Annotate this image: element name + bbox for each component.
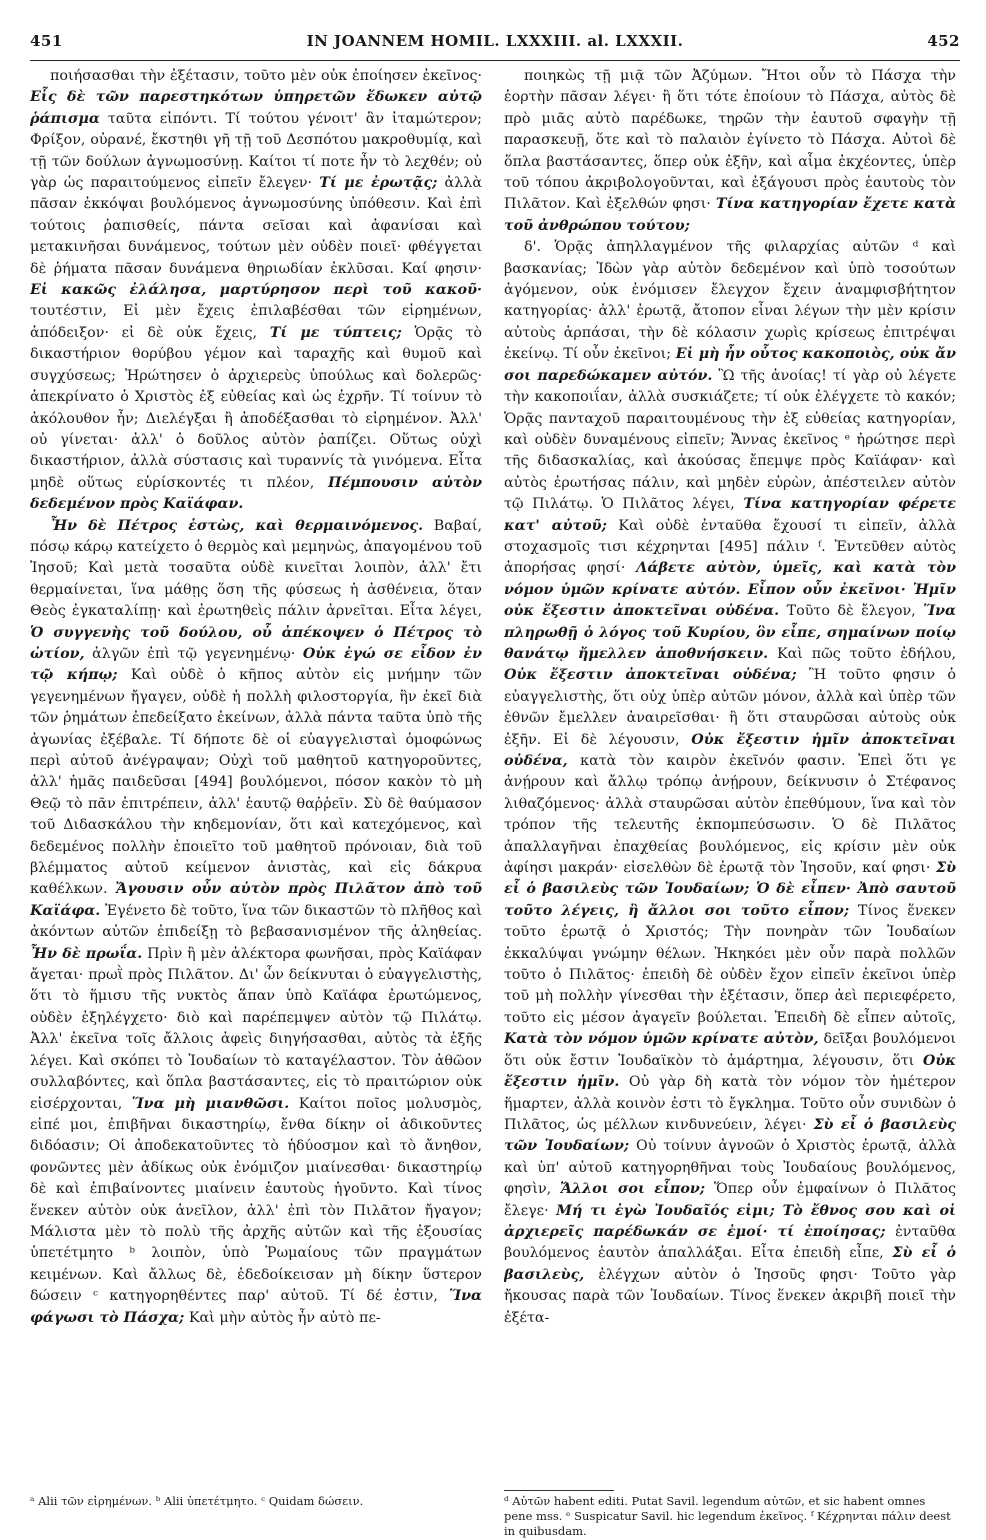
- footnote-text: ᵈ Αὐτῶν habent editi. Putat Savil. legendum αὐτῶν, et sic habent omnes pene mss. ᵉ Suspicatur Savil. hic legendum ἐκεῖνος. ᶠ Κέχρηνται πάλιν deest in quibusdam.: [504, 1494, 951, 1538]
- scripture-quote: Σὺ εἶ ὁ βασιλεὺς τῶν Ἰουδαίων;: [504, 1116, 956, 1155]
- text-run: Καὶ οὐδὲ ἐνταῦθα ἔχουσί τι εἰπεῖν, ἀλλὰ στοχασμοῖς τισι κέχρηνται [495] πάλιν ᶠ. Ἐντεῦθεν αὐτὸς ἀπορήσας φησί·: [504, 517, 956, 577]
- scripture-quote: Σὺ εἶ ὁ βασιλεὺς,: [504, 1245, 956, 1283]
- scripture-quote: Εἰ μὴ ἦν οὗτος κακοποιὸς, οὐκ ἄν σοι παρεδώκαμεν αὐτόν.: [504, 346, 956, 384]
- text-run: Πρὶν ἢ μὲν ἀλέκτορα φωνῆσαι, πρὸς Καϊάφαν ἄγεται· πρωῒ πρὸς Πιλᾶτον. Δι' ὧν δείκνυται ὁ εὐαγγελιστὴς, ὅτι τὸ ἥμισυ τῆς νυκτὸς ἅπαν ὑπὸ Καϊάφα ἐρωτώμενος, οὐδὲν ἐξηλέγχετο· διὸ καὶ παρέπεμψεν αὐτὸν τῷ Πιλάτῳ. Ἀλλ' ἐκεῖνα τοῖς ἄλλοις ἀφεὶς διηγήσασθαι, αὐτὸς τὰ ἑξῆς λέγει. Καὶ σκόπει τὸ Ἰουδαίων τὸ καταγέλαστον. Τὸν ἀθῶον συλλαβόντες, καὶ ὅπλα βαστάσαντες, εἰς τὸ πραιτώριον οὐκ εἰσέρχονται,: [30, 945, 482, 1112]
- text-run: Καίτοι ποῖος μολυσμὸς, εἰπέ μοι, ἐπιβῆναι δικαστηρίῳ, ἔνθα δίκην οἱ ἀδικοῦντες διδόασιν; Οἱ ἀποδεκατοῦντες τὸ ἡδύοσμον καὶ τὸ ἄνηθον, φονῶντες μὲν ἀδίκως οὐκ ἐνόμιζον μιαίνεσθαι· δικαστηρίῳ δὲ καὶ ἐπιβαίνοντες μιαίνειν ἑαυτοὺς ἡγοῦντο. Καὶ τίνος ἕνεκεν αὐτὸν οὐκ ἀνεῖλον, ἀλλ' ἐπὶ τὸν Πιλᾶτον ἤγαγον; Μάλιστα μὲν τὸ πολὺ τῆς ἀρχῆς αὐτῶν καὶ τῆς ἐξουσίας ὑπετέτμητο ᵇ λοιπὸν, ὑπὸ Ῥωμαίους τῶν πραγμάτων κειμένων. Καὶ ἄλλως δὲ, ἐδεδοίκεισαν μὴ δίκην ὕστερον δώσειν ᶜ κατηγορηθέντες παρ' αὐτοῦ. Τί δέ ἐστιν,: [30, 1095, 482, 1305]
- scripture-quote: Εἰ κακῶς ἐλάλησα, μαρτύρησον περὶ τοῦ κακοῦ·: [30, 282, 482, 299]
- paragraph: [504, 237, 956, 1329]
- left-column: [30, 66, 482, 1494]
- text-run: Ὅπερ οὖν ἐμφαίνων ὁ Πιλᾶτος ἔλεγε·: [504, 1181, 956, 1219]
- scripture-quote: Εἷς δὲ τῶν παρεστηκότων ὑπηρετῶν ἔδωκεν αὐτῷ ῥάπισμα: [30, 89, 482, 127]
- text-run: δ'. Ὁρᾷς ἀπηλλαγμένον τῆς φιλαρχίας αὐτῶν ᵈ καὶ βασκανίας; Ἰδὼν γὰρ αὐτὸν δεδεμένον καὶ ὑπὸ τοσούτων ἀγόμενον, οὐκ ἐνόμισεν ἔλεγχον ἔχειν ἀναμφισβήτητον κατηγορίας· ἀλλ' ἐρωτᾷ, ἄτοπον εἶναι λέγων τὴν μὲν κρίσιν αὐτοὺς ἁρπάσαι, τὴν δὲ κόλασιν χωρὶς κρίσεως ἐπιτρέψαι ἐκείνῳ. Τί οὖν ἐκεῖνοι;: [504, 239, 956, 363]
- footnote-text: ᵃ Alii τῶν εἰρημένων. ᵇ Alii ὑπετέτμητο. ᶜ Quidam δώσειν.: [30, 1494, 364, 1508]
- text-run: ἀλλὰ πᾶσαν ἐκκόψαι βουλόμενος ἀγνωμοσύνης ὑπόθεσιν. Καὶ ἐπὶ τούτοις ῥαπισθείς, πάντα σεῖσαι καὶ ἀφανίσαι καὶ μετακινῆσαι δυνάμενος, τούτων μὲν οὐδὲν ποιεῖ· φθέγγεται δὲ ῥήματα πᾶσαν δυνάμενα θηριωδίαν ἐκλῦσαι. Καί φησιν·: [30, 175, 482, 277]
- text-run: Οὐ γὰρ δὴ κατὰ τὸν νόμον τὸν ἡμέτερον ἥμαρτεν, ἀλλὰ κοινὸν ἐστι τὸ ἔγκλημα. Τοῦτο οὖν συνιδὼν ὁ Πιλᾶτος, ὡς μέλλων κινδυνεύειν, λέγει·: [504, 1074, 956, 1133]
- scripture-quote: Λάβετε αὐτὸν, ὑμεῖς, καὶ κατὰ τὸν νόμον ὑμῶν κρίνατε αὐτόν. Εἶπον οὖν ἐκεῖνοι· Ἡμῖν οὐκ ἔξεστιν ἀποκτεῖναι οὐδένα.: [504, 560, 956, 620]
- text-run: δεῖξαι βουλόμενοι ὅτι οὐκ ἔστιν Ἰουδαϊκὸν τὸ ἁμάρτημα, λέγουσιν, ὅτι: [504, 1031, 956, 1069]
- running-header: [30, 30, 960, 56]
- scripture-quote: Κατὰ τὸν νόμον ὑμῶν κρίνατε αὐτὸν,: [504, 1031, 819, 1048]
- scripture-quote: Ἦν δὲ Πέτρος ἑστὼς, καὶ θερμαινόμενος.: [50, 517, 424, 534]
- scripture-quote: Ἄγουσιν οὖν αὐτὸν πρὸς Πιλᾶτον ἀπὸ τοῦ Καϊάφα.: [30, 881, 482, 919]
- text-run: Ὢ τῆς ἀνοίας! τί γὰρ οὐ λέγετε τὴν κακοποιΐαν, ἀλλὰ συσκιάζετε; τί οὐκ ἐλέγχετε τὸ κακόν; Ὁρᾷς πανταχοῦ παραιτουμένους τὴν ἐξ εὐθείας κατηγορίαν, καὶ οὐδὲν δυναμένους εἰπεῖν; Ἄννας ἐκεῖνος ᵉ ἠρώτησε περὶ τῆς διδασκαλίας, καὶ ἀκούσας ἔπεμψε πρὸς Καϊάφαν· καὶ αὐτὸς ἐρωτήσας πάλιν, καὶ μηδὲν εὑρὼν, ἀπέστειλεν αὐτὸν τῷ Πιλάτῳ. Ὁ Πιλᾶτος λέγει,: [504, 367, 956, 513]
- text-run: ταῦτα εἰπόντι. Τί τούτου γένοιτ' ἂν ἰταμώτερον; Φρίξον, οὐρανέ, ἔκστηθι γῆ τῇ τοῦ Δεσπότου μακροθυμίᾳ, καὶ τῇ τῶν δούλων ἀγνωμοσύνῃ. Καίτοι τί ποτε ἦν τὸ λεχθέν; οὐ γὰρ ὡς παραιτούμενος εἰπεῖν ἔλεγεν·: [30, 110, 482, 192]
- scripture-quote: Σὺ εἶ ὁ βασιλεὺς τῶν Ἰουδαίων; Ὁ δὲ εἶπεν· Ἀπὸ σαυτοῦ τοῦτο λέγεις, ἢ ἄλλοι σοι τοῦτο εἶπον;: [504, 860, 956, 919]
- paragraph: [504, 66, 956, 237]
- text-run: Τοῦτο δὲ ἔλεγον,: [779, 603, 924, 620]
- text-run: Ὁρᾷς τὸ δικαστήριον θορύβου γέμον καὶ ταραχῆς καὶ θυμοῦ καὶ συγχύσεως; Ἠρώτησεν ὁ ἀρχιερεὺς ὑπούλως καὶ δολερῶς· ἀπεκρίνατο ὁ Χριστὸς ἐξ εὐθείας καὶ ὡς ἐχρῆν. Τί τοίνυν τὸ ἀκόλουθον ἦν; Διελέγξαι ἢ ἀποδέξασθαι τὸ εἰρημένον. Ἀλλ' οὐ γίνεται· ἀλλ' ὁ δοῦλος αὐτὸν ῥαπίζει. Οὕτως οὐχὶ δικαστήριον, ἀλλὰ σύστασις καὶ τυραννίς τὰ γινόμενα. Εἶτα μηδὲ οὕτως εὑρίσκοντές τι πλέον,: [30, 324, 482, 491]
- scripture-quote: Τίνα κατηγορίαν φέρετε κατ' αὐτοῦ;: [504, 496, 956, 534]
- text-run: ποιηκὼς τῇ μιᾷ τῶν Ἀζύμων. Ἤτοι οὖν τὸ Πάσχα τὴν ἑορτὴν πᾶσαν λέγει· ἢ ὅτι τότε ἐποίουν τὸ Πάσχα, αὐτὸς δὲ πρὸ μιᾶς αὐτὸ παρέδωκε, τηρῶν τὴν ἑαυτοῦ σφαγὴν τῇ παρασκευῇ, ὅτε καὶ τὸ παλαιὸν ἐγίνετο τὸ Πάσχα. Αὐτοὶ δὲ ὅπλα βαστάσαντες, ὅπερ οὐκ ἐξῆν, καὶ αἷμα ἐκχέοντες, ὑπὲρ τοῦ τόπου ἀκριβολογοῦνται, καὶ ἐξάγουσι πρὸς ἑαυτοὺς τὸν Πιλᾶτον. Καὶ ἐξελθών φησι·: [504, 68, 956, 213]
- scripture-quote: Ἵνα μὴ μιανθῶσι.: [131, 1095, 290, 1112]
- text-run: Ἐγένετο δὲ τοῦτο, ἵνα τῶν δικαστῶν τὸ πλῆθος καὶ ἀκόντων αὐτῶν ἐπιδείξῃ τὸ βεβασανισμένον τῆς ἀληθείας.: [30, 902, 482, 941]
- scripture-quote: Ὁ συγγενὴς τοῦ δούλου, οὗ ἀπέκοψεν ὁ Πέτρος τὸ ὠτίον,: [30, 624, 482, 662]
- scripture-quote: Ἄλλοι σοι εἶπον;: [560, 1181, 706, 1198]
- text-run: ἐλέγχων αὐτὸν ὁ Ἰησοῦς φησι· Τοῦτο γὰρ ἤκουσας παρὰ τῶν Ἰουδαίων. Τίνος ἕνεκεν ἀκριβῆ ποιεῖ τὴν ἐξέτα-: [504, 1266, 956, 1326]
- text-run: ποιήσασθαι τὴν ἐξέτασιν, τοῦτο μὲν οὐκ ἐποίησεν ἐκεῖνος·: [50, 68, 482, 84]
- scripture-quote: Ἵνα φάγωσι τὸ Πάσχα;: [30, 1288, 482, 1326]
- text-run: κατὰ τὸν καιρὸν ἐκεῖνόν φασιν. Ἐπεὶ ὅτι γε ἀνῄρουν καὶ ἄλλῳ τρόπῳ ἀνῄρουν, δείκνυσιν ὁ Στέφανος λιθαζόμενος· ἀλλὰ σταυρῶσαι αὐτὸν ἐπεθύμουν, ἵνα καὶ τὸν τρόπον τῆς τελευτῆς ἐκπομπεύσωσιν. Ὁ δὲ Πιλᾶτος ἀπαλλαγῆναι ἐπαχθείας βουλόμενος, εἰς κρίσιν μὲν οὐκ ἀφίησι μακράν· εἰσελθὼν δὲ ἐρωτᾷ τὸν Ἰησοῦν, καί φησι·: [504, 753, 956, 877]
- footnote-rule: [504, 1490, 614, 1491]
- page-number-left: 451: [30, 32, 63, 50]
- paragraph: [30, 66, 482, 516]
- paragraph: [30, 516, 482, 1329]
- header-rule: [30, 60, 960, 61]
- footnotes-right: [504, 1494, 956, 1539]
- scripture-quote: Οὐκ ἔξεστιν ἡμῖν.: [504, 1052, 956, 1091]
- text-run: Οὐ τοίνυν ἀγνοῶν ὁ Χριστὸς ἐρωτᾷ, ἀλλὰ καὶ ὑπ' αὐτοῦ κατηγορηθῆναι τοὺς Ἰουδαίους βουλόμενος, φησὶν,: [504, 1138, 956, 1198]
- text-run: ἐνταῦθα βουλόμενος ἑαυτὸν ἀπαλλάξαι. Εἶτα ἐπειδὴ εἶπε,: [504, 1223, 956, 1262]
- text-run: ἀλγῶν ἐπὶ τῷ γεγενημένῳ·: [84, 645, 303, 662]
- text-run: Καὶ πῶς τοῦτο ἐδήλου,: [768, 645, 956, 662]
- text-run: Ἢ τοῦτο φησιν ὁ εὐαγγελιστὴς, ὅτι οὐχ ὑπὲρ αὐτῶν μόνον, ἀλλὰ καὶ ὑπὲρ τῶν ἐθνῶν ἔμελλεν ἀναιρεῖσθαι· ἢ ὅτι σταυρῶσαι αὐτοὺς οὐκ ἐξῆν. Εἰ δὲ λέγουσιν,: [504, 667, 956, 748]
- scripture-quote: Τίνα κατηγορίαν ἔχετε κατὰ τοῦ ἀνθρώπου τούτου;: [504, 196, 956, 234]
- running-title: IN JOANNEM HOMIL. LXXXIII. al. LXXXII.: [306, 32, 684, 50]
- scripture-quote: Πέμπουσιν αὐτὸν δεδεμένον πρὸς Καϊάφαν.: [30, 474, 482, 513]
- page-number-right: 452: [927, 32, 960, 50]
- text-run: Καὶ μὴν αὐτὸς ἦν αὐτὸ πε-: [184, 1309, 381, 1326]
- scripture-quote: Μή τι ἐγὼ Ἰουδαῖός εἰμι; Τὸ ἔθνος σου καὶ οἱ ἀρχιερεῖς παρέδωκάν σε ἐμοί· τί ἐποίησας;: [504, 1202, 956, 1240]
- scripture-quote: Τί με τύπτεις;: [269, 324, 402, 341]
- scripture-quote: Ἦν δὲ πρωΐα.: [30, 945, 143, 962]
- right-column: [504, 66, 956, 1494]
- scripture-quote: Οὐκ ἔξεστιν ἀποκτεῖναι οὐδένα;: [504, 667, 797, 684]
- text-run: τουτέστιν, Εἰ μὲν ἔχεις ἐπιλαβέσθαι τῶν εἰρημένων, ἀπόδειξον· εἰ δὲ οὐκ ἔχεις,: [30, 303, 482, 341]
- text-run: Τίνος ἕνεκεν τοῦτο ἐρωτᾷ ὁ Χριστός; Τὴν πονηρὰν τῶν Ἰουδαίων ἐκκαλύψαι γνώμην θέλων. Ἠκηκόει μὲν οὖν παρὰ πολλῶν τοῦτο ὁ Πιλᾶτος· ἐπειδὴ δὲ οὐδὲν ἔχον εἰπεῖν ἐκεῖνοι ὑπὲρ τοῦ μὴ πολλὴν γίνεσθαι τὴν ἐξέτασιν, ὅπερ ἀεὶ περιεφέρετο, τοῦτο εἰς μέσον ἀγαγεῖν βούλεται. Ἐπειδὴ δὲ εἶπεν αὐτοῖς,: [504, 902, 956, 1026]
- footnotes-left: [30, 1494, 482, 1509]
- scripture-quote: Οὐκ ἔξεστιν ἡμῖν ἀποκτεῖναι οὐδένα,: [504, 731, 956, 769]
- scripture-quote: Ἵνα πληρωθῇ ὁ λόγος τοῦ Κυρίου, ὃν εἶπε, σημαίνων ποίῳ θανάτῳ ἤμελλεν ἀποθνήσκειν.: [504, 603, 956, 662]
- scripture-quote: Οὐκ ἐγώ σε εἶδον ἐν τῷ κήπῳ;: [30, 645, 482, 684]
- scripture-quote: Τί με ἐρωτᾷς;: [319, 175, 438, 192]
- text-run: Καὶ οὐδὲ ὁ κῆπος αὐτὸν εἰς μνήμην τῶν γεγενημένων ἤγαγεν, οὐδὲ ἡ πολλὴ φιλοστοργία, ἣν ἐκεῖ διὰ τῶν ῥημάτων ἐπεδείξατο ἐκείνων, ἀλλὰ πάντα ταῦτα ὑπὸ τῆς ἀγωνίας ἐξέβαλε. Τί δήποτε δὲ οἱ εὐαγγελισταὶ ὁμοφώνως περὶ αὐτοῦ ἀνέγραψαν; Οὐχὶ τοῦ μαθητοῦ κατηγοροῦντες, ἀλλ' ἡμᾶς παιδεῦσαι [494] βουλόμενοι, πόσον κακὸν τὸ μὴ Θεῷ τὸ πᾶν ἐπιτρέπειν, ἀλλ' ἑαυτῷ θαῤῥεῖν. Σὺ δὲ θαύμασον τοῦ Διδασκάλου τὴν κηδεμονίαν, ὅτι καὶ κατεχόμενος, καὶ δεδεμένος πολλὴν ἐποιεῖτο τοῦ μαθητοῦ πρόνοιαν, διὰ τοῦ βλέμματος αὐτοῦ κείμενον ἀνιστὰς, καὶ εἰς δάκρυα καθέλκων.: [30, 667, 482, 898]
- text-run: Βαβαί, πόσῳ κάρῳ κατείχετο ὁ θερμὸς καὶ μεμηνὼς, ἀπαγομένου τοῦ Ἰησοῦ; Καὶ μετὰ τοσαῦτα οὐδὲ κινεῖται λοιπὸν, ἀλλ' ἔτι θερμαίνεται, ἵνα μάθῃς ὅση τῆς φύσεως ἡ ἀσθένεια, ὅταν Θεὸς ἐγκαταλίπῃ· καὶ ἐρωτηθεὶς πάλιν ἀρνεῖται. Εἶτα λέγει,: [30, 517, 482, 620]
